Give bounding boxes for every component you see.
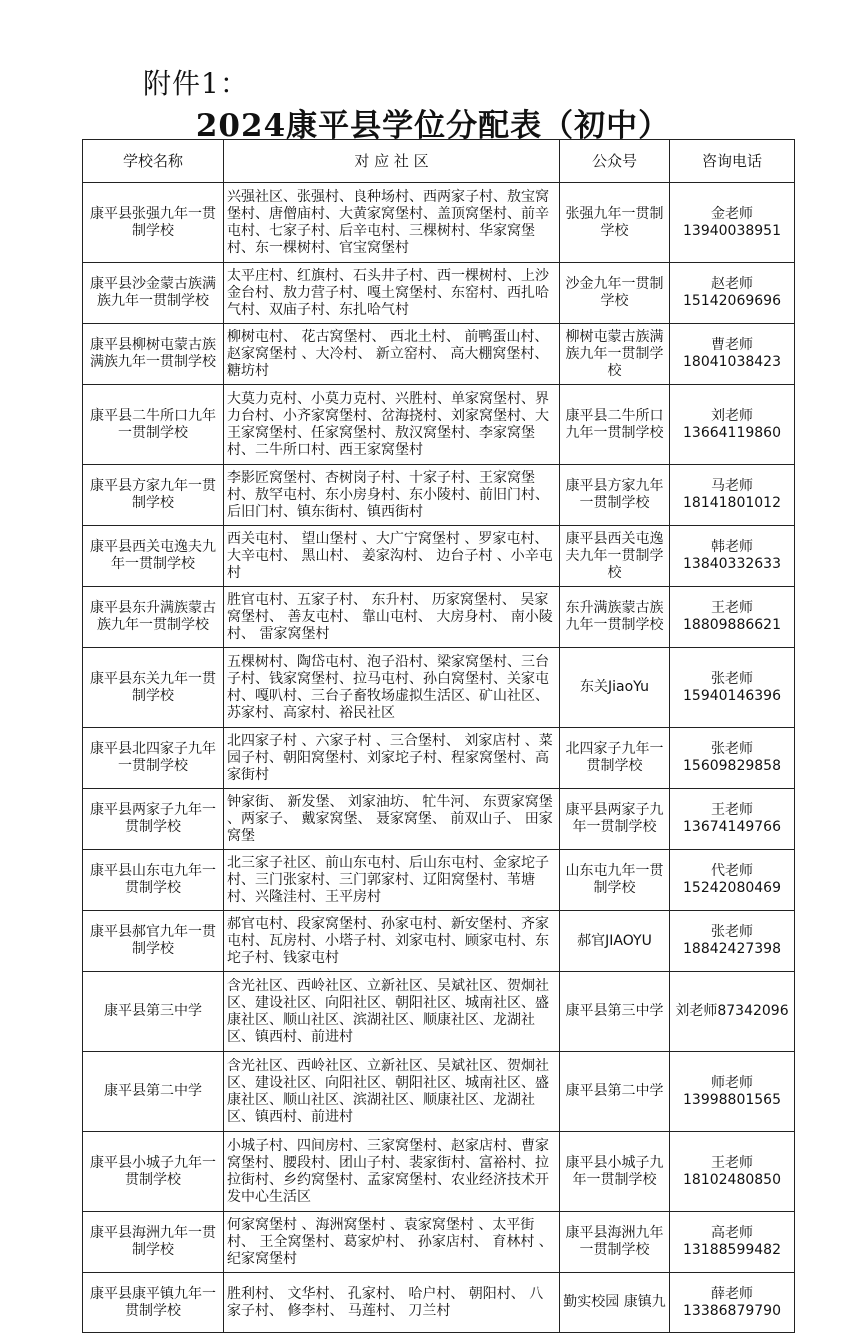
table-row bbox=[83, 526, 795, 587]
header-row bbox=[83, 140, 795, 183]
contact-cell bbox=[670, 183, 795, 263]
school-name: 康平县西关屯逸夫九年一贯制学校 bbox=[83, 526, 224, 587]
school-name: 康平县两家子九年一贯制学校 bbox=[83, 789, 224, 850]
contact-name: 王老师 bbox=[711, 1154, 753, 1171]
communities: 含光社区、西岭社区、立新社区、吴斌社区、贺炯社区、建设社区、向阳社区、朝阳社区、城南社区、盛康社区、顺山社区、滨湖社区、顺康社区、龙湖社区、镇西村、前进村 bbox=[224, 1052, 560, 1132]
table-row bbox=[83, 1052, 795, 1132]
communities: 柳树屯村、 花古窝堡村、 西北土村、 前鸭蛋山村、 赵家窝堡村 、大冷村、 新立窑村、 高大棚窝堡村、 糖坊村 bbox=[224, 324, 560, 385]
public-account: 山东屯九年一贯制学校 bbox=[560, 850, 670, 911]
communities: 五棵树村、陶岱屯村、泡子沿村、梁家窝堡村、三台子村、钱家窝堡村、拉马屯村、孙白窝堡村、关家屯村、嘎叭村、三台子畜牧场虚拟生活区、矿山社区、苏家村、高家村、裕民社区 bbox=[224, 648, 560, 728]
contact-cell bbox=[670, 385, 795, 465]
table-row bbox=[83, 465, 795, 526]
table-row bbox=[83, 1132, 795, 1212]
communities: 钟家街、 新发堡、 刘家油坊、 牤牛河、 东贾家窝堡 、两家子、 戴家窝堡、 聂家窝堡、 前双山子、 田家窝堡 bbox=[224, 789, 560, 850]
contact-phone: 13664119860 bbox=[683, 424, 781, 441]
communities: 郝官屯村、段家窝堡村、孙家屯村、新安堡村、齐家屯村、瓦房村、小塔子村、刘家屯村、顾家屯村、东坨子村、钱家屯村 bbox=[224, 911, 560, 972]
contact-phone: 13840332633 bbox=[683, 556, 781, 572]
table-row bbox=[83, 385, 795, 465]
public-account: 康平县方家九年一贯制学校 bbox=[560, 465, 670, 526]
communities: 太平庄村、红旗村、石头井子村、西一棵树村、上沙金台村、敖力营子村、嘎土窝堡村、东窑村、西扎哈气村、双庙子村、东扎哈气村 bbox=[224, 263, 560, 324]
contact-name: 马老师 bbox=[711, 478, 753, 494]
school-name: 康平县张强九年一贯制学校 bbox=[83, 183, 224, 263]
table-row bbox=[83, 263, 795, 324]
table-row bbox=[83, 728, 795, 789]
contact-name: 张老师 bbox=[711, 924, 753, 940]
contact-phone: 13940038951 bbox=[683, 222, 781, 239]
contact-name: 师老师 bbox=[711, 1074, 753, 1091]
header-account: 公众号 bbox=[560, 140, 670, 183]
school-name: 康平县东关九年一贯制学校 bbox=[83, 648, 224, 728]
contact-cell bbox=[670, 789, 795, 850]
communities: 何家窝堡村 、海洲窝堡村 、袁家窝堡村 、太平街村、 王全窝堡村、葛家炉村、 孙家店村、 育林村 、纪家窝堡村 bbox=[224, 1212, 560, 1273]
communities: 李影匠窝堡村、杏树岗子村、十家子村、王家窝堡村、敖罕屯村、东小房身村、东小陵村、前旧门村、后旧门村、镇东街村、镇西街村 bbox=[224, 465, 560, 526]
contact-name: 韩老师 bbox=[711, 539, 753, 555]
allocation-table bbox=[82, 139, 795, 1333]
contact-cell bbox=[670, 1273, 795, 1333]
contact-cell bbox=[670, 526, 795, 587]
attachment-label: 附件1： bbox=[143, 67, 249, 100]
contact-phone: 13188599482 bbox=[683, 1242, 781, 1258]
public-account: 柳树屯蒙古族满族九年一贯制学校 bbox=[560, 324, 670, 385]
table-row bbox=[83, 850, 795, 911]
school-name: 康平县北四家子九年一贯制学校 bbox=[83, 728, 224, 789]
contact-name: 刘老师87342096 bbox=[675, 1003, 789, 1019]
school-name: 康平县方家九年一贯制学校 bbox=[83, 465, 224, 526]
contact-phone: 15242080469 bbox=[683, 880, 781, 896]
contact-cell bbox=[670, 1132, 795, 1212]
contact-cell bbox=[670, 263, 795, 324]
table-row bbox=[83, 1273, 795, 1333]
contact-cell bbox=[670, 1052, 795, 1132]
header-contact: 咨询电话 bbox=[670, 140, 795, 183]
school-name: 康平县二牛所口九年一贯制学校 bbox=[83, 385, 224, 465]
contact-phone: 15142069696 bbox=[683, 293, 781, 309]
table-row bbox=[83, 911, 795, 972]
school-name: 康平县康平镇九年一贯制学校 bbox=[83, 1273, 224, 1333]
school-name: 康平县第三中学 bbox=[83, 972, 224, 1052]
header-communities: 对 应 社 区 bbox=[224, 140, 560, 183]
school-name: 康平县郝官九年一贯制学校 bbox=[83, 911, 224, 972]
communities: 北三家子社区、前山东屯村、后山东屯村、金家坨子村、三门张家村、三门郭家村、辽阳窝堡村、苇塘村、兴隆洼村、王平房村 bbox=[224, 850, 560, 911]
contact-name: 王老师 bbox=[711, 600, 753, 616]
school-name: 康平县第二中学 bbox=[83, 1052, 224, 1132]
public-account: 康平县第二中学 bbox=[560, 1052, 670, 1132]
contact-phone: 13674149766 bbox=[683, 819, 781, 835]
contact-phone: 18809886621 bbox=[683, 617, 781, 633]
contact-cell bbox=[670, 1212, 795, 1273]
contact-name: 王老师 bbox=[711, 802, 753, 818]
contact-cell bbox=[670, 465, 795, 526]
public-account: 沙金九年一贯制学校 bbox=[560, 263, 670, 324]
communities: 小城子村、四间房村、三家窝堡村、赵家店村、曹家窝堡村、腰段村、团山子村、裴家街村、富裕村、拉拉街村、乡约窝堡村、孟家窝堡村、农业经济技术开发中心生活区 bbox=[224, 1132, 560, 1212]
communities: 大莫力克村、小莫力克村、兴胜村、单家窝堡村、界力台村、小齐家窝堡村、岔海挠村、刘家窝堡村、大王家窝堡村、任家窝堡村、敖汉窝堡村、李家窝堡村、二牛所口村、西王家窝堡村 bbox=[224, 385, 560, 465]
public-account: 康平县小城子九年一贯制学校 bbox=[560, 1132, 670, 1212]
school-name: 康平县柳树屯蒙古族满族九年一贯制学校 bbox=[83, 324, 224, 385]
public-account: 东关JiaoYu bbox=[560, 648, 670, 728]
table-row bbox=[83, 587, 795, 648]
public-account: 东升满族蒙古族九年一贯制学校 bbox=[560, 587, 670, 648]
table-row bbox=[83, 183, 795, 263]
contact-name: 刘老师 bbox=[711, 407, 753, 424]
contact-phone: 18102480850 bbox=[683, 1171, 781, 1188]
document-title: 2024康平县学位分配表（初中） bbox=[195, 108, 671, 144]
table-row bbox=[83, 648, 795, 728]
public-account: 康平县西关屯逸夫九年一贯制学校 bbox=[560, 526, 670, 587]
school-name: 康平县沙金蒙古族满族九年一贯制学校 bbox=[83, 263, 224, 324]
school-name: 康平县山东屯九年一贯制学校 bbox=[83, 850, 224, 911]
contact-cell bbox=[670, 850, 795, 911]
public-account: 北四家子九年一贯制学校 bbox=[560, 728, 670, 789]
communities: 北四家子村 、六家子村 、三合堡村、 刘家店村 、菜园子村、朝阳窝堡村、刘家坨子村、程家窝堡村、高家街村 bbox=[224, 728, 560, 789]
contact-phone: 13386879790 bbox=[683, 1302, 781, 1319]
contact-name: 金老师 bbox=[711, 205, 753, 222]
contact-cell bbox=[670, 972, 795, 1052]
contact-phone: 13998801565 bbox=[683, 1091, 781, 1108]
communities: 兴强社区、张强村、良种场村、西两家子村、敖宝窝堡村、唐僧庙村、大黄家窝堡村、盖顶窝堡村、前辛屯村、七家子村、后辛屯村、三棵树村、华家窝堡村、东一棵树村、官宝窝堡村 bbox=[224, 183, 560, 263]
contact-name: 张老师 bbox=[711, 741, 753, 757]
school-name: 康平县东升满族蒙古族九年一贯制学校 bbox=[83, 587, 224, 648]
school-name: 康平县海洲九年一贯制学校 bbox=[83, 1212, 224, 1273]
public-account: 勤实校园 康镇九 bbox=[560, 1273, 670, 1333]
communities: 胜利村、 文华村、 孔家村、 哈户村、 朝阳村、 八家子村、 修李村、 马莲村、 刀兰村 bbox=[224, 1273, 560, 1333]
header-school: 学校名称 bbox=[83, 140, 224, 183]
contact-phone: 18842427398 bbox=[683, 941, 781, 957]
contact-name: 赵老师 bbox=[711, 276, 753, 292]
public-account: 康平县两家子九年一贯制学校 bbox=[560, 789, 670, 850]
public-account: 郝官JIAOYU bbox=[560, 911, 670, 972]
table-row bbox=[83, 324, 795, 385]
table-row bbox=[83, 1212, 795, 1273]
contact-phone: 15609829858 bbox=[683, 758, 781, 774]
public-account: 康平县海洲九年一贯制学校 bbox=[560, 1212, 670, 1273]
table-row bbox=[83, 789, 795, 850]
communities: 西关屯村、 望山堡村 、大广宁窝堡村 、罗家屯村、 大辛屯村、 黑山村、 姜家沟村、 边台子村 、小辛屯村 bbox=[224, 526, 560, 587]
communities: 胜官屯村、五家子村、 东升村、 历家窝堡村、 吴家窝堡村、 善友屯村、 靠山屯村、 大房身村、 南小陵村、 雷家窝堡村 bbox=[224, 587, 560, 648]
contact-name: 张老师 bbox=[711, 670, 753, 687]
public-account: 康平县二牛所口九年一贯制学校 bbox=[560, 385, 670, 465]
contact-phone: 18041038423 bbox=[683, 354, 781, 370]
school-name: 康平县小城子九年一贯制学校 bbox=[83, 1132, 224, 1212]
contact-name: 高老师 bbox=[711, 1225, 753, 1241]
contact-name: 曹老师 bbox=[711, 337, 753, 353]
contact-cell bbox=[670, 728, 795, 789]
public-account: 张强九年一贯制学校 bbox=[560, 183, 670, 263]
contact-cell bbox=[670, 587, 795, 648]
contact-cell bbox=[670, 648, 795, 728]
communities: 含光社区、西岭社区、立新社区、吴斌社区、贺炯社区、建设社区、向阳社区、朝阳社区、城南社区、盛康社区、顺山社区、滨湖社区、顺康社区、龙湖社区、镇西村、前进村 bbox=[224, 972, 560, 1052]
contact-phone: 15940146396 bbox=[683, 687, 781, 704]
contact-cell bbox=[670, 911, 795, 972]
table-row bbox=[83, 972, 795, 1052]
contact-name: 代老师 bbox=[711, 863, 753, 879]
contact-name: 薛老师 bbox=[711, 1285, 753, 1302]
contact-cell bbox=[670, 324, 795, 385]
contact-phone: 18141801012 bbox=[683, 495, 781, 511]
public-account: 康平县第三中学 bbox=[560, 972, 670, 1052]
